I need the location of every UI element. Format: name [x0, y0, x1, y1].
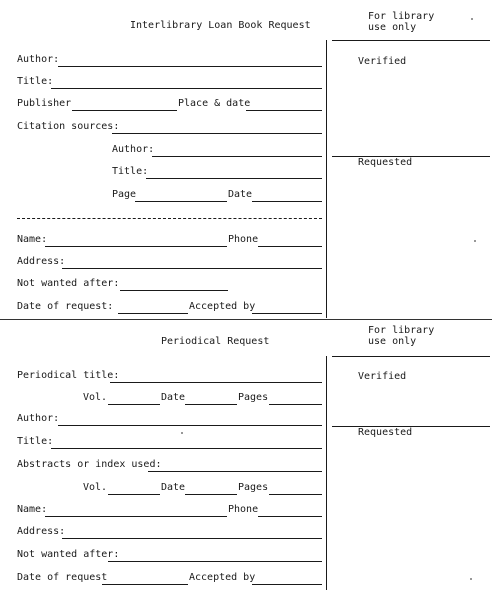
library-use-top-rule	[332, 40, 490, 41]
library-use-label-2: use only	[368, 22, 417, 33]
citation-title-label: Title:	[112, 166, 149, 177]
name-label: Name:	[17, 234, 48, 245]
address-label: Address:	[17, 526, 66, 537]
name-label: Name:	[17, 504, 48, 515]
date-field[interactable]	[185, 404, 237, 405]
loan-form-title: Interlibrary Loan Book Request	[130, 20, 311, 31]
accepted-by-field[interactable]	[252, 584, 322, 585]
title-field[interactable]	[51, 448, 322, 449]
date-label: Date	[228, 189, 253, 200]
pages-label: Pages	[238, 482, 269, 493]
not-wanted-after-field[interactable]	[108, 561, 322, 562]
date-label: Date	[161, 392, 186, 403]
place-date-field[interactable]	[246, 110, 322, 111]
phone-label: Phone	[228, 234, 259, 245]
verified-label: Verified	[358, 371, 407, 382]
periodical-title-label: Periodical title:	[17, 370, 120, 381]
date-field[interactable]	[252, 201, 322, 202]
accepted-by-label: Accepted by	[189, 301, 256, 312]
library-use-label-2: use only	[368, 336, 417, 347]
author-label: Author:	[17, 413, 60, 424]
date-of-request-label: Date of request	[17, 572, 108, 583]
author-field[interactable]	[58, 66, 322, 67]
title-label: Title:	[17, 76, 54, 87]
title-label: Title:	[17, 436, 54, 447]
scan-speck	[181, 432, 183, 434]
date-of-request-field[interactable]	[118, 313, 188, 314]
dashed-separator	[17, 218, 322, 219]
requested-label: Requested	[358, 427, 413, 438]
vol-field[interactable]	[108, 404, 160, 405]
library-use-top-rule	[332, 356, 490, 357]
requested-label: Requested	[358, 157, 413, 168]
pages-field[interactable]	[269, 494, 322, 495]
library-use-divider	[326, 356, 327, 590]
periodical-title-field[interactable]	[110, 382, 322, 383]
not-wanted-after-field[interactable]	[120, 290, 228, 291]
vol-field[interactable]	[108, 494, 160, 495]
scan-speck	[470, 578, 472, 580]
citation-title-field[interactable]	[146, 178, 322, 179]
vol-label: Vol.	[83, 392, 108, 403]
accepted-by-field[interactable]	[252, 313, 322, 314]
citation-author-label: Author:	[112, 144, 155, 155]
abstracts-label: Abstracts or index used:	[17, 459, 162, 470]
title-field[interactable]	[51, 88, 322, 89]
scan-speck	[471, 18, 473, 20]
author-label: Author:	[17, 54, 60, 65]
page-label: Page	[112, 189, 137, 200]
not-wanted-after-label: Not wanted after:	[17, 278, 120, 289]
publisher-field[interactable]	[72, 110, 177, 111]
abstracts-field[interactable]	[148, 471, 322, 472]
date-of-request-label: Date of request:	[17, 301, 114, 312]
name-field[interactable]	[45, 516, 227, 517]
address-field[interactable]	[62, 538, 322, 539]
phone-label: Phone	[228, 504, 259, 515]
name-field[interactable]	[45, 246, 227, 247]
citation-sources-label: Citation sources:	[17, 121, 120, 132]
periodical-form-title: Periodical Request	[161, 336, 270, 347]
library-use-label: For library	[368, 11, 435, 22]
accepted-by-label: Accepted by	[189, 572, 256, 583]
page-field[interactable]	[135, 201, 227, 202]
publisher-label: Publisher	[17, 98, 72, 109]
date-of-request-field[interactable]	[102, 584, 188, 585]
library-use-divider	[326, 40, 327, 318]
address-label: Address:	[17, 256, 66, 267]
phone-field[interactable]	[258, 246, 322, 247]
citation-sources-field[interactable]	[112, 133, 322, 134]
author-field[interactable]	[58, 425, 322, 426]
vol-label: Vol.	[83, 482, 108, 493]
library-use-label: For library	[368, 325, 435, 336]
phone-field[interactable]	[258, 516, 322, 517]
verified-label: Verified	[358, 56, 407, 67]
form-divider	[0, 319, 492, 320]
not-wanted-after-label: Not wanted after:	[17, 549, 120, 560]
address-field[interactable]	[62, 268, 322, 269]
place-date-label: Place & date	[178, 98, 251, 109]
date-label: Date	[161, 482, 186, 493]
pages-label: Pages	[238, 392, 269, 403]
citation-author-field[interactable]	[152, 156, 322, 157]
date-field[interactable]	[185, 494, 237, 495]
scan-speck	[474, 240, 476, 242]
pages-field[interactable]	[269, 404, 322, 405]
